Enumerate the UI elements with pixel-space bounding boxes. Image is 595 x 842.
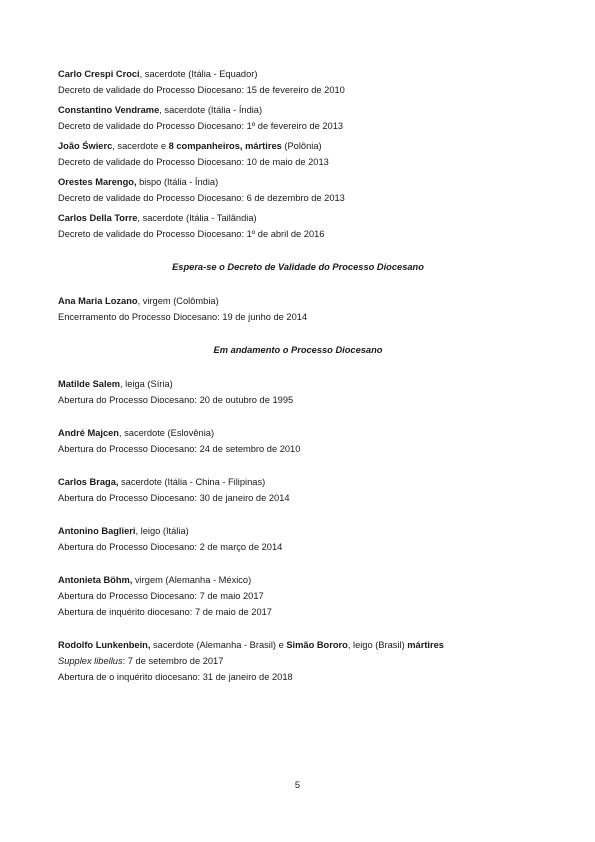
entry-name: Rodolfo Lunkenbein, bbox=[58, 640, 151, 650]
entry-description: , leiga (Síria) bbox=[120, 379, 173, 389]
entry-status: Abertura do Processo Diocesano: 20 de outubro de 1995 bbox=[58, 395, 294, 405]
entry-name: Carlos Braga, bbox=[58, 477, 119, 487]
entry-decree: Decreto de validade do Processo Diocesano: 6 de dezembro de 2013 bbox=[58, 193, 345, 203]
entry-decree: Decreto de validade do Processo Diocesano: 1º de abril de 2016 bbox=[58, 229, 325, 239]
section-heading-ongoing: Em andamento o Processo Diocesano bbox=[213, 345, 383, 355]
entry-name: Matilde Salem bbox=[58, 379, 121, 389]
entry-status: Encerramento do Processo Diocesano: 19 de junho de 2014 bbox=[58, 312, 308, 322]
entry-supplex-date: : 7 de setembro de 2017 bbox=[122, 656, 224, 666]
entry-name: Carlo Crespi Croci bbox=[58, 69, 140, 79]
entry-martyrs: mártires bbox=[407, 640, 444, 650]
entry-companions: 8 companheiros bbox=[168, 141, 240, 151]
entry-status: Abertura do Processo Diocesano: 24 de setembro de 2010 bbox=[58, 444, 301, 454]
entry-decree: Decreto de validade do Processo Diocesano: 15 de fevereiro de 2010 bbox=[58, 85, 345, 95]
entry-description: , sacerdote (Itália - Índia) bbox=[159, 105, 263, 115]
entry-name: Carlos Della Torre bbox=[58, 213, 138, 223]
entry-antonieta-bohm bbox=[58, 572, 538, 620]
entry-carlos-braga bbox=[58, 474, 538, 506]
section-heading-awaiting: Espera-se o Decreto de Validade do Processo Diocesano bbox=[172, 262, 424, 272]
entry-description: , sacerdote (Itália - Equador) bbox=[139, 69, 258, 79]
entry-matilde-salem bbox=[58, 376, 538, 408]
entry-description: bispo (Itália - Índia) bbox=[136, 177, 219, 187]
entry-joao-swierc bbox=[58, 138, 538, 170]
entry-name: Orestes Marengo, bbox=[58, 177, 137, 187]
entry-andre-majcen bbox=[58, 425, 538, 457]
entry-name: Antonino Baglieri bbox=[58, 526, 136, 536]
entry-name: Antonieta Böhm, bbox=[58, 575, 133, 585]
entry-orestes-marengo bbox=[58, 174, 538, 206]
document-page bbox=[58, 66, 538, 685]
page-number: 5 bbox=[294, 780, 301, 790]
entry-inquiry: Abertura de inquérito diocesano: 7 de maio de 2017 bbox=[58, 607, 272, 617]
entry-name: Constantino Vendrame bbox=[58, 105, 160, 115]
entry-comma: , bbox=[239, 141, 246, 151]
entry-inquiry: Abertura de o inquérito diocesano: 31 de janeiro de 2018 bbox=[58, 672, 293, 682]
entry-carlos-della-torre bbox=[58, 210, 538, 242]
entry-country: (Polônia) bbox=[281, 141, 322, 151]
entry-description: , leigo (Itália) bbox=[135, 526, 189, 536]
entry-description: , sacerdote e bbox=[112, 141, 169, 151]
entry-constantino-vendrame bbox=[58, 102, 538, 134]
entry-description: sacerdote (Itália - China - Filipinas) bbox=[118, 477, 266, 487]
entry-rodolfo-lunkenbein bbox=[58, 637, 538, 685]
entry-status: Abertura do Processo Diocesano: 30 de janeiro de 2014 bbox=[58, 493, 290, 503]
entry-ana-maria-lozano bbox=[58, 293, 538, 325]
entry-description: virgem (Alemanha - México) bbox=[132, 575, 252, 585]
entry-name: André Majcen bbox=[58, 428, 119, 438]
entry-antonino-baglieri bbox=[58, 523, 538, 555]
entry-description-second: , leigo (Brasil) bbox=[347, 640, 408, 650]
entry-name: Ana Maria Lozano bbox=[58, 296, 138, 306]
entry-supplex-label: Supplex libellus bbox=[58, 656, 123, 666]
entry-martyrs: mártires bbox=[245, 141, 282, 151]
entry-description: sacerdote (Alemanha - Brasil) e bbox=[150, 640, 287, 650]
entry-decree: Decreto de validade do Processo Diocesano: 10 de maio de 2013 bbox=[58, 157, 329, 167]
entry-description: , sacerdote (Eslovênia) bbox=[118, 428, 215, 438]
entry-description: , virgem (Colômbia) bbox=[137, 296, 219, 306]
entry-decree: Decreto de validade do Processo Diocesano: 1º de fevereiro de 2013 bbox=[58, 121, 344, 131]
entry-name-second: Simão Bororo bbox=[286, 640, 348, 650]
entry-carlo-crespi-croci bbox=[58, 66, 538, 98]
entry-name: João Świerc bbox=[58, 141, 113, 151]
entry-status: Abertura do Processo Diocesano: 2 de março de 2014 bbox=[58, 542, 283, 552]
entry-status: Abertura do Processo Diocesano: 7 de maio 2017 bbox=[58, 591, 264, 601]
entry-description: , sacerdote (Itália - Tailândia) bbox=[137, 213, 257, 223]
